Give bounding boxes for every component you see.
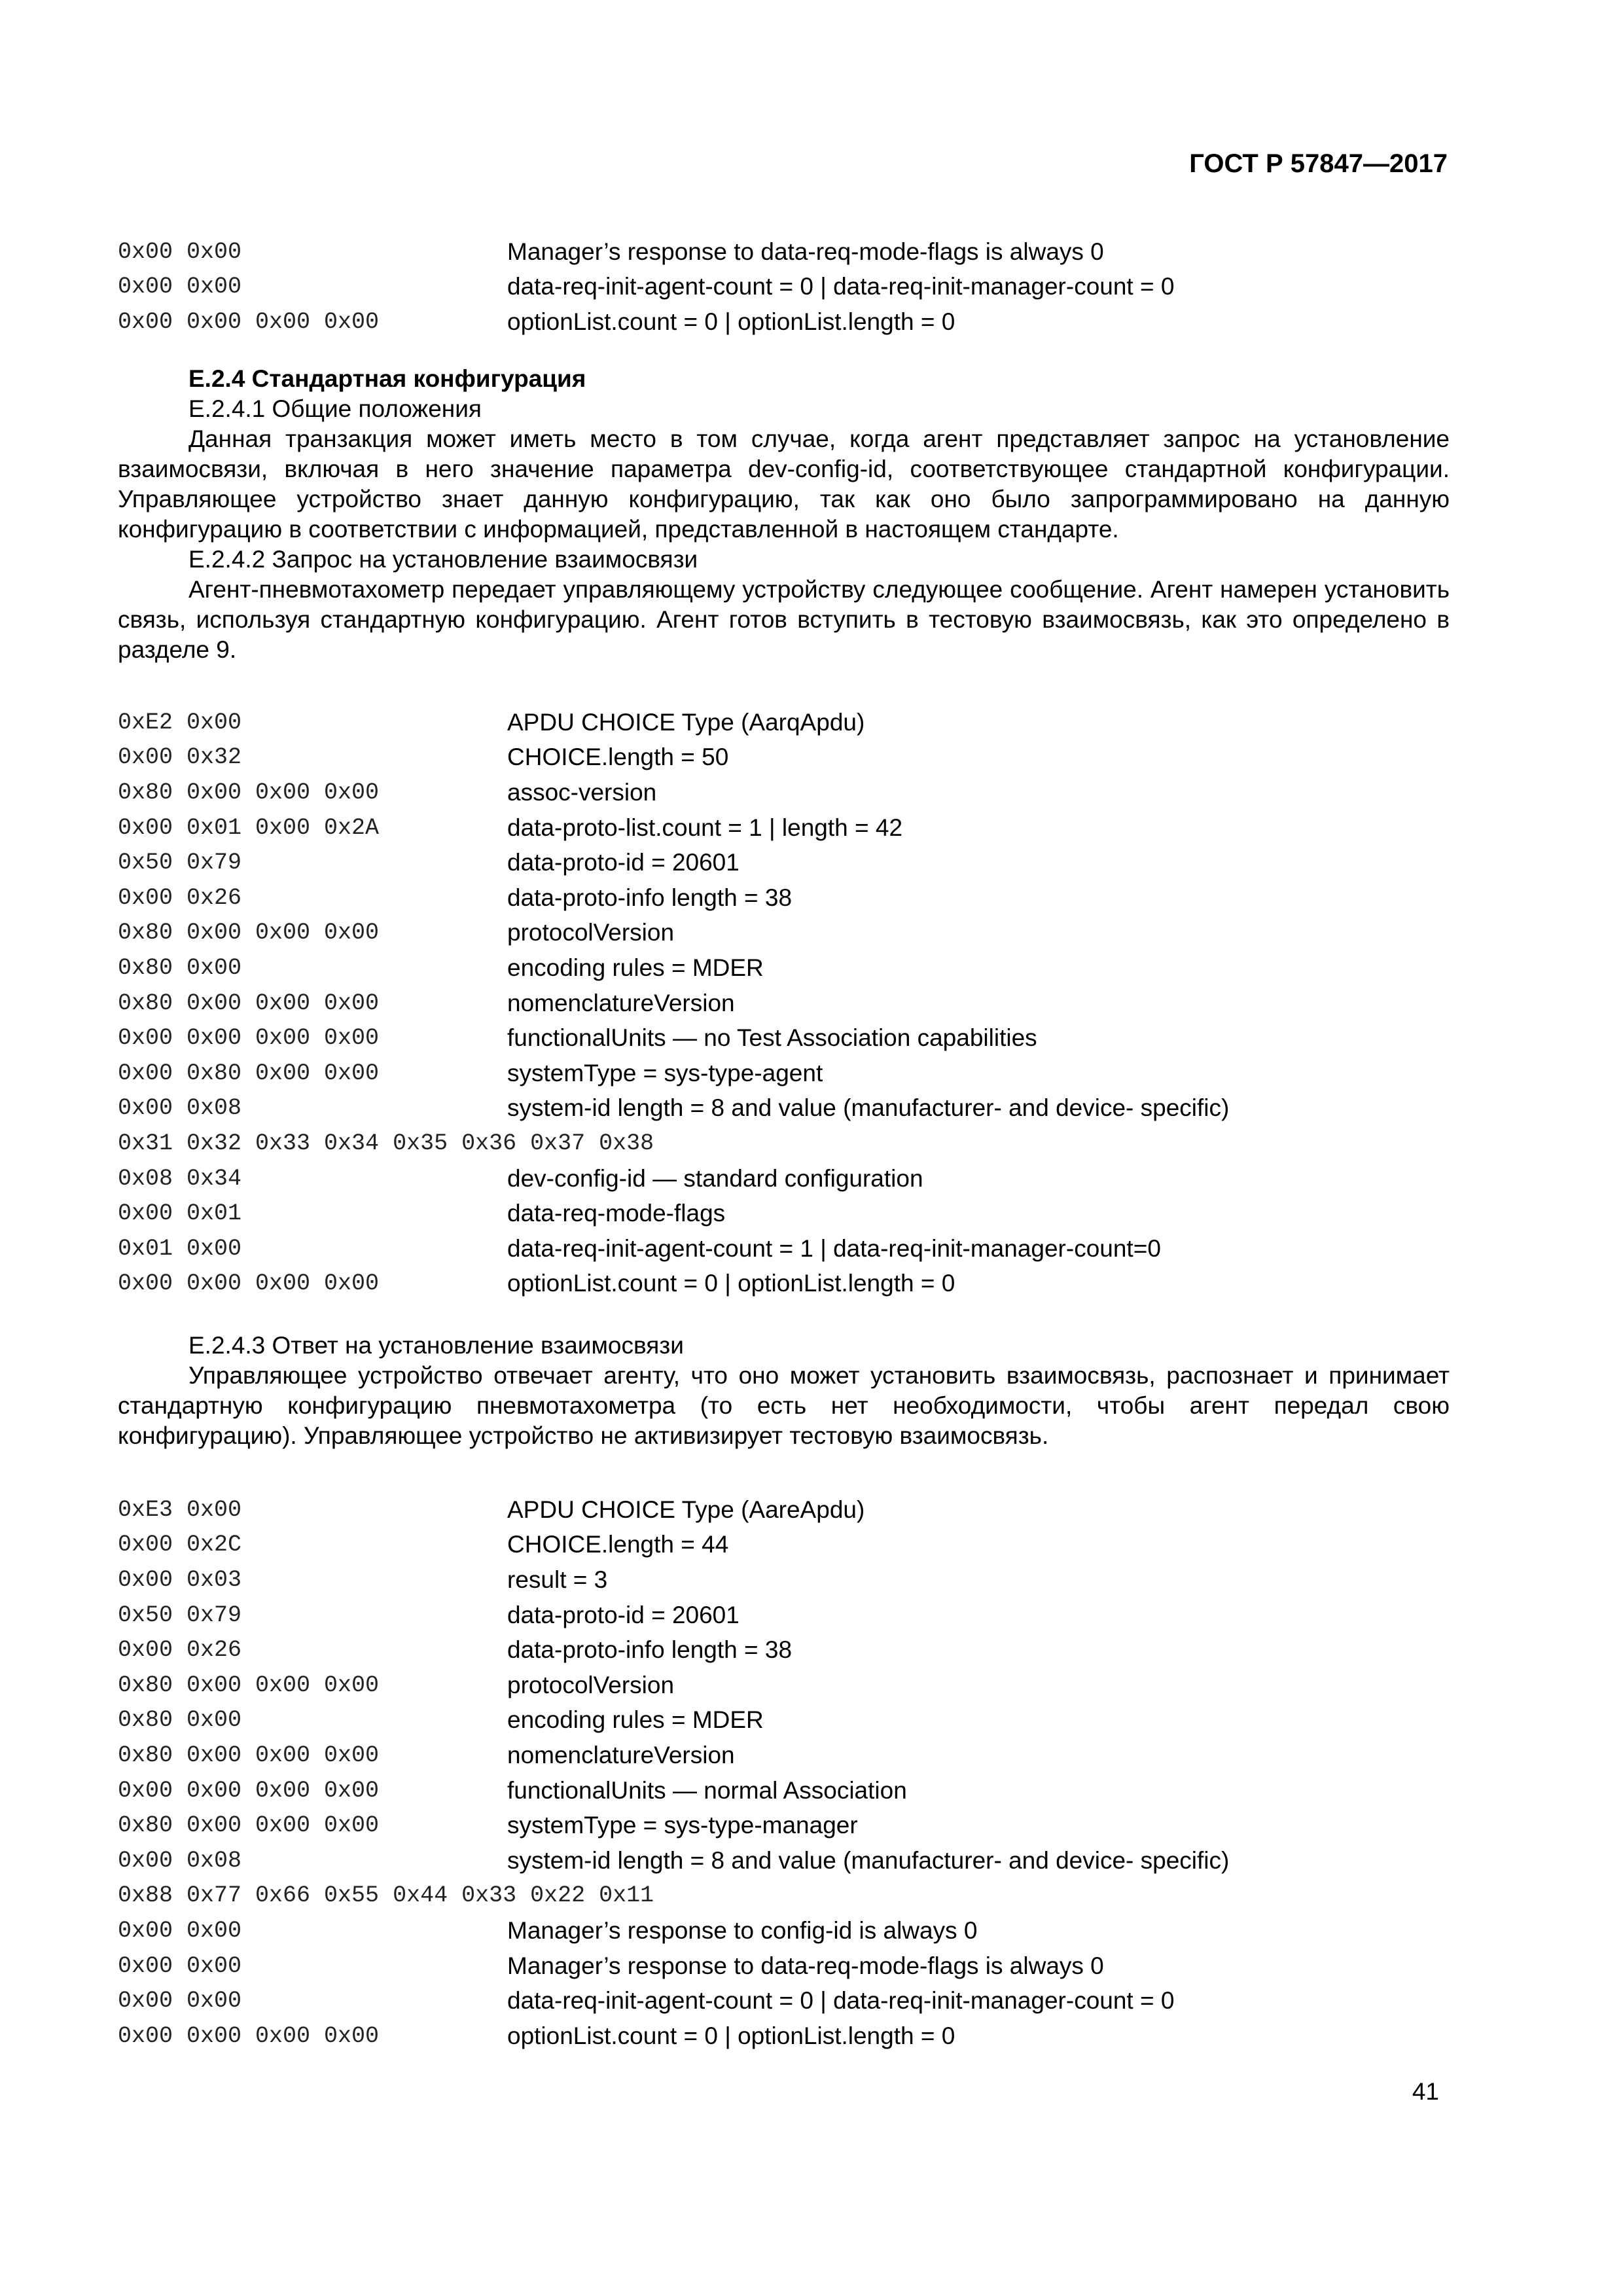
- field-description: functionalUnits — no Test Association capabilities: [507, 1024, 1037, 1052]
- code-row: [118, 1266, 1427, 1302]
- field-description: protocolVersion: [507, 919, 675, 946]
- code-row: [118, 1161, 1427, 1196]
- hex-bytes: 0xE3 0x00: [118, 1496, 242, 1523]
- code-row: [118, 304, 1427, 340]
- section-e24: [118, 364, 1450, 665]
- code-row: [118, 1632, 1427, 1668]
- field-description: optionList.count = 0 | optionList.length = 0: [507, 308, 955, 335]
- hex-bytes: 0x31 0x32 0x33 0x34 0x35 0x36 0x37 0x38: [118, 1130, 654, 1157]
- field-description: optionList.count = 0 | optionList.length = 0: [507, 2022, 955, 2049]
- code-row: [118, 1126, 1427, 1161]
- hex-bytes: 0x80 0x00 0x00 0x00: [118, 990, 380, 1016]
- code-row: [118, 234, 1427, 270]
- field-description: data-req-mode-flags: [507, 1200, 726, 1227]
- field-description: data-req-init-agent-count = 1 | data-req-init-manager-count=0: [507, 1234, 1161, 1262]
- subsection-title: E.2.4.1 Общие положения: [188, 395, 482, 422]
- field-description: system-id length = 8 and value (manufacturer- and device- specific): [507, 1846, 1230, 1874]
- hex-bytes: 0x00 0x32: [118, 744, 242, 771]
- hex-bytes: 0x08 0x34: [118, 1165, 242, 1192]
- code-row: [118, 1598, 1427, 1633]
- code-block-request: [118, 705, 1427, 1301]
- hex-bytes: 0x80 0x00 0x00 0x00: [118, 1812, 380, 1839]
- hex-bytes: 0x80 0x00: [118, 1707, 242, 1734]
- code-row: [118, 1091, 1427, 1126]
- hex-bytes: 0x00 0x01 0x00 0x2A: [118, 814, 380, 841]
- field-description: Manager’s response to config-id is always 0: [507, 1916, 978, 1944]
- field-description: APDU CHOICE Type (AareApdu): [507, 1496, 865, 1523]
- field-description: functionalUnits — normal Association: [507, 1776, 907, 1804]
- code-row: [118, 916, 1427, 951]
- hex-bytes: 0x80 0x00 0x00 0x00: [118, 779, 380, 806]
- field-description: data-proto-list.count = 1 | length = 42: [507, 814, 903, 841]
- field-description: systemType = sys-type-manager: [507, 1812, 858, 1839]
- code-row: [118, 1056, 1427, 1091]
- hex-bytes: 0x80 0x00: [118, 954, 242, 981]
- code-row: [118, 986, 1427, 1021]
- field-description: CHOICE.length = 50: [507, 744, 729, 771]
- field-description: CHOICE.length = 44: [507, 1531, 729, 1558]
- code-row: [118, 1562, 1427, 1598]
- field-description: nomenclatureVersion: [507, 989, 735, 1016]
- hex-bytes: 0x00 0x03: [118, 1566, 242, 1593]
- field-description: data-proto-info length = 38: [507, 1636, 793, 1664]
- field-description: Manager’s response to data-req-mode-flags is always 0: [507, 1952, 1104, 1979]
- code-row: [118, 1913, 1427, 1948]
- subsection-title: E.2.4.2 Запрос на установление взаимосвязи: [188, 546, 698, 573]
- code-row: [118, 1528, 1427, 1563]
- hex-bytes: 0x00 0x2C: [118, 1532, 242, 1558]
- paragraph: Управляющее устройство отвечает агенту, что оно может установить взаимосвязь, распознает и принимает стандартную конфигурацию пневмотахометра (то есть нет необходимости, чтобы агент передал свою конфигурацию). Управляющее устройство не активизирует тестовую взаимосвязь.: [118, 1362, 1450, 1449]
- code-row: [118, 1668, 1427, 1703]
- page-number: 41: [1412, 2078, 1439, 2105]
- code-row: [118, 2018, 1427, 2054]
- hex-bytes: 0x80 0x00 0x00 0x00: [118, 920, 380, 946]
- hex-bytes: 0x01 0x00: [118, 1235, 242, 1262]
- field-description: data-proto-info length = 38: [507, 884, 793, 911]
- hex-bytes: 0x00 0x01: [118, 1200, 242, 1227]
- paragraph: Данная транзакция может иметь место в том случае, когда агент представляет запрос на установление взаимосвязи, включая в него значение параметра dev-config-id, соответствующее стандартной конфигурации. Управляющее устройство знает данную конфигурацию, так как оно было запрограммировано на данную конфигурацию в соответствии с информацией, представленной в настоящем стандарте.: [118, 425, 1450, 543]
- code-row: [118, 1492, 1427, 1528]
- field-description: dev-config-id — standard configuration: [507, 1164, 923, 1192]
- field-description: APDU CHOICE Type (AarqApdu): [507, 708, 865, 736]
- field-description: encoding rules = MDER: [507, 1706, 764, 1734]
- code-row: [118, 1878, 1427, 1914]
- code-row: [118, 1773, 1427, 1808]
- hex-bytes: 0x50 0x79: [118, 1602, 242, 1628]
- code-block-top: [118, 234, 1427, 340]
- code-row: [118, 705, 1427, 740]
- document-header: ГОСТ Р 57847—2017: [1189, 149, 1448, 178]
- section-e243: [118, 1331, 1450, 1451]
- field-description: data-proto-id = 20601: [507, 849, 740, 876]
- code-row: [118, 270, 1427, 305]
- hex-bytes: 0x00 0x00: [118, 1988, 242, 2015]
- field-description: nomenclatureVersion: [507, 1741, 735, 1768]
- hex-bytes: 0x00 0x80 0x00 0x00: [118, 1060, 380, 1086]
- code-row: [118, 1020, 1427, 1056]
- code-row: [118, 950, 1427, 986]
- hex-bytes: 0x00 0x00 0x00 0x00: [118, 308, 380, 335]
- hex-bytes: 0x00 0x26: [118, 1637, 242, 1664]
- hex-bytes: 0x88 0x77 0x66 0x55 0x44 0x33 0x22 0x11: [118, 1882, 654, 1909]
- hex-bytes: 0x00 0x00 0x00 0x00: [118, 1777, 380, 1804]
- hex-bytes: 0x00 0x00: [118, 1917, 242, 1944]
- field-description: data-proto-id = 20601: [507, 1601, 740, 1628]
- hex-bytes: 0x00 0x00 0x00 0x00: [118, 1270, 380, 1297]
- hex-bytes: 0x00 0x08: [118, 1095, 242, 1122]
- hex-bytes: 0x00 0x00 0x00 0x00: [118, 1025, 380, 1052]
- field-description: result = 3: [507, 1566, 608, 1593]
- paragraph: Агент-пневмотахометр передает управляющему устройству следующее сообщение. Агент намерен установить связь, используя стандартную конфигурацию. Агент готов вступить в тестовую взаимосвязь, как это определено в разделе 9.: [118, 576, 1450, 663]
- field-description: data-req-init-agent-count = 0 | data-req-init-manager-count = 0: [507, 273, 1175, 300]
- code-row: [118, 1196, 1427, 1231]
- code-row: [118, 1948, 1427, 1984]
- hex-bytes: 0x50 0x79: [118, 850, 242, 876]
- code-row: [118, 810, 1427, 846]
- field-description: protocolVersion: [507, 1671, 675, 1698]
- field-description: encoding rules = MDER: [507, 954, 764, 981]
- field-description: system-id length = 8 and value (manufacturer- and device- specific): [507, 1094, 1230, 1122]
- subsection-title: E.2.4.3 Ответ на установление взаимосвязи: [188, 1332, 684, 1359]
- code-row: [118, 1738, 1427, 1773]
- hex-bytes: 0x00 0x00: [118, 238, 242, 265]
- code-row: [118, 775, 1427, 810]
- code-row: [118, 845, 1427, 880]
- hex-bytes: 0x00 0x00 0x00 0x00: [118, 2022, 380, 2049]
- field-description: assoc-version: [507, 778, 657, 806]
- hex-bytes: 0x00 0x26: [118, 884, 242, 911]
- code-row: [118, 1843, 1427, 1878]
- code-row: [118, 1231, 1427, 1266]
- hex-bytes: 0x80 0x00 0x00 0x00: [118, 1672, 380, 1698]
- section-title: E.2.4 Стандартная конфигурация: [188, 365, 586, 392]
- code-row: [118, 1983, 1427, 2018]
- hex-bytes: 0x00 0x00: [118, 1952, 242, 1979]
- field-description: systemType = sys-type-agent: [507, 1059, 823, 1086]
- code-row: [118, 740, 1427, 776]
- code-row: [118, 880, 1427, 916]
- hex-bytes: 0x80 0x00 0x00 0x00: [118, 1742, 380, 1768]
- code-row: [118, 1808, 1427, 1843]
- hex-bytes: 0xE2 0x00: [118, 709, 242, 736]
- field-description: optionList.count = 0 | optionList.length = 0: [507, 1270, 955, 1297]
- field-description: Manager’s response to data-req-mode-flags is always 0: [507, 238, 1104, 265]
- code-block-response: [118, 1492, 1427, 2054]
- hex-bytes: 0x00 0x00: [118, 274, 242, 300]
- hex-bytes: 0x00 0x08: [118, 1847, 242, 1874]
- code-row: [118, 1703, 1427, 1738]
- field-description: data-req-init-agent-count = 0 | data-req-init-manager-count = 0: [507, 1987, 1175, 2015]
